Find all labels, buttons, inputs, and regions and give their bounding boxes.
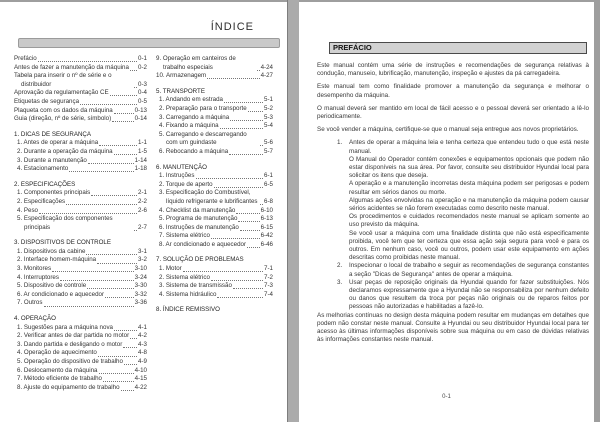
toc-entry bbox=[17, 157, 147, 166]
toc-entry bbox=[17, 349, 147, 358]
toc-leader-dots bbox=[60, 280, 134, 281]
toc-leader-dots bbox=[220, 128, 264, 129]
toc-entry-label: 2. Verificar antes de dar partida no motor bbox=[17, 332, 130, 340]
toc-section-heading: 1. DICAS DE SEGURANÇA bbox=[14, 130, 92, 138]
toc-entry-label: 3. Carregando a máquina bbox=[159, 113, 230, 121]
page-number: 0-1 bbox=[442, 394, 451, 400]
toc-entry bbox=[14, 89, 147, 98]
toc-leader-dots bbox=[123, 347, 137, 348]
toc-leader-dots bbox=[114, 154, 137, 155]
toc-entry bbox=[159, 172, 273, 181]
toc-entry-page: 2-2 bbox=[138, 197, 147, 205]
preface-numbered-item bbox=[317, 139, 589, 262]
preface-item-paragraph: Inspecionar o local de trabalho e seguir as recomendações de segurança constantes a seção "Dicas de Segurança" antes de operar a máquina. bbox=[349, 262, 589, 278]
toc-entry bbox=[159, 148, 273, 157]
toc-leader-dots bbox=[105, 297, 134, 298]
toc-section bbox=[156, 88, 273, 157]
toc-entry bbox=[159, 241, 273, 250]
preface-body-text bbox=[317, 62, 589, 350]
toc-leader-dots bbox=[87, 288, 133, 289]
preface-item-content bbox=[349, 139, 589, 262]
toc-entry-label: 1. Sugestões para a máquina nova bbox=[17, 323, 113, 331]
toc-leader-dots bbox=[91, 195, 137, 196]
toc-section bbox=[14, 181, 147, 233]
toc-entry-page: 6-13 bbox=[260, 215, 273, 223]
toc-entry-label: 3. Especificação do Combustível, líquido refrigerante e lubrificantes bbox=[159, 189, 258, 205]
toc-entry-label: 3. Monitores bbox=[17, 265, 52, 273]
toc-entry-label: 6. Deslocamento da máquina bbox=[17, 366, 98, 374]
toc-entry-page: 1-14 bbox=[134, 156, 147, 164]
toc-entry bbox=[159, 232, 273, 241]
toc-leader-dots bbox=[211, 238, 260, 239]
toc-entry bbox=[159, 131, 273, 148]
toc-leader-dots bbox=[229, 154, 263, 155]
toc-entry-page: 2-6 bbox=[138, 206, 147, 214]
toc-entry-label: 4. Sistema hidráulico bbox=[159, 290, 217, 298]
toc-leader-dots bbox=[114, 113, 134, 114]
preface-item-paragraph: Algumas ações envolvidas na operação e na manutenção da máquina podem causar sérios acidentes se não forem executadas como descrito neste manual. bbox=[349, 196, 589, 213]
toc-section-heading: 5. TRANSPORTE bbox=[156, 87, 205, 95]
toc-entry-page: 0-1 bbox=[138, 55, 147, 62]
toc-entry-label: 5. Operação do dispositivo de trabalho bbox=[17, 358, 123, 365]
toc-entry-label: 9. Operação em canteiros de trabalho especiais bbox=[156, 55, 236, 71]
preface-item-content bbox=[349, 262, 589, 278]
toc-entry bbox=[159, 96, 273, 105]
toc-entry bbox=[17, 367, 147, 376]
toc-entry bbox=[159, 189, 273, 206]
toc-leader-dots bbox=[44, 306, 134, 307]
preface-item-paragraph: Usar peças de reposição originais da Hyundai quando for fazer substituições. Nós declaramos expressamente que a Hyundai não se responsabiliza por nenhum defeito ou danos que resultem da troca por peças não originais ou de reparos feitos por pessoas não autorizadas e habilitadas a fazê-lo. bbox=[349, 278, 589, 311]
preface-item-number: 2. bbox=[337, 262, 343, 270]
toc-entry-page: 0-3 bbox=[138, 80, 147, 88]
preface-numbered-item bbox=[317, 279, 589, 312]
toc-entry-page: 6-8 bbox=[264, 197, 273, 205]
toc-entry-label: Antes de fazer a manutenção da máquina bbox=[14, 63, 129, 71]
toc-entry-page: 3-24 bbox=[134, 273, 147, 281]
toc-entry bbox=[17, 332, 147, 341]
toc-entry bbox=[14, 98, 147, 107]
toc-entry-page: 5-6 bbox=[264, 139, 273, 147]
toc-entry-label: 3. Sistema de transmissão bbox=[159, 282, 232, 290]
toc-entry bbox=[159, 181, 273, 190]
preface-paragraph: O manual deverá ser mantido em local de fácil acesso e o pessoal deverá ser orientado a lê-lo periodicamente. bbox=[317, 104, 589, 121]
toc-entry bbox=[17, 148, 147, 157]
toc-entry bbox=[17, 282, 147, 291]
toc-entry-page: 4-2 bbox=[138, 332, 147, 340]
toc-entry-label: 7. Sistema elétrico bbox=[159, 232, 210, 240]
toc-entry bbox=[17, 291, 147, 300]
toc-entry bbox=[14, 64, 147, 73]
toc-entry-label: 6. Instruções de manutenção bbox=[159, 223, 239, 231]
toc-entry-page: 3-30 bbox=[134, 282, 147, 290]
toc-leader-dots bbox=[260, 204, 263, 205]
toc-entry-page: 4-27 bbox=[260, 72, 273, 80]
toc-leader-dots bbox=[88, 163, 134, 164]
toc-entry-label: 10. Armazenagem bbox=[156, 72, 207, 80]
toc-leader-dots bbox=[121, 390, 134, 391]
toc-leader-dots bbox=[183, 271, 263, 272]
toc-entry-page: 3-36 bbox=[134, 299, 147, 307]
toc-entry bbox=[14, 72, 147, 89]
toc-entry-page: 4-10 bbox=[134, 366, 147, 374]
preface-item-paragraph: O Manual do Operador contém conexões e equipamentos opcionais que podem não estar disponíveis na sua área. Por favor, consulte seu distribuidor Hyundai local para solicitar os itens que deseja. bbox=[349, 155, 589, 180]
toc-entry bbox=[17, 274, 147, 283]
toc-entry-page: 7-1 bbox=[264, 265, 273, 273]
toc-entry-label: 6. Rebocando a máquina bbox=[159, 147, 229, 155]
toc-entry bbox=[14, 115, 147, 124]
toc-leader-dots bbox=[134, 230, 137, 231]
toc-entry bbox=[17, 189, 147, 198]
toc-entry-page: 2-1 bbox=[138, 189, 147, 197]
toc-leader-dots bbox=[217, 297, 263, 298]
toc-leader-dots bbox=[134, 87, 137, 88]
toc-section bbox=[14, 315, 147, 392]
toc-entry bbox=[159, 291, 273, 300]
toc-leader-dots bbox=[66, 204, 137, 205]
toc-leader-dots bbox=[130, 70, 137, 71]
preface-item-paragraph: Se você usar a máquina com uma finalidade distinta que não está especificamente proibida, você tem que ter certeza que essa ação seja segura para você e para os outros. Em nenhum caso, você ou outros, podem usar este equipamento em ações descritas como proibidas neste manual. bbox=[349, 229, 589, 262]
toc-section bbox=[156, 55, 273, 81]
toc-leader-dots bbox=[80, 104, 137, 105]
toc-entry-page: 7-4 bbox=[264, 290, 273, 298]
index-page bbox=[0, 2, 287, 422]
toc-entry-page: 6-1 bbox=[264, 172, 273, 180]
toc-entry-page: 4-8 bbox=[138, 349, 147, 357]
toc-entry-label: 2. Torque de aperto bbox=[159, 180, 213, 188]
toc-leader-dots bbox=[39, 213, 137, 214]
toc-entry-page: 6-42 bbox=[260, 232, 273, 240]
toc-entry-label: 3. Durante a manutenção bbox=[17, 156, 87, 164]
toc-leader-dots bbox=[260, 145, 263, 146]
toc-section bbox=[14, 55, 147, 124]
toc-leader-dots bbox=[52, 271, 133, 272]
toc-leader-dots bbox=[124, 364, 137, 365]
toc-entry-label: 8. Ar condicionado e aquecedor bbox=[159, 240, 247, 248]
toc-entry-label: 3. Dando partida e desligando o motor bbox=[17, 340, 123, 348]
toc-entry bbox=[159, 122, 273, 131]
preface-item-paragraph: Os procedimentos e cuidados recomendados neste manual se aplicam somente ao uso previsto da máquina. bbox=[349, 213, 589, 229]
toc-leader-dots bbox=[236, 213, 259, 214]
toc-entry bbox=[17, 341, 147, 350]
toc-entry bbox=[159, 274, 273, 283]
preface-closing-paragraph: As melhorias contínuas no design desta máquina podem resultar em mudanças em detalhes que podem não constar neste manual. Consulte a Hyundai ou seu distribuidor Hyundai local para ter acesso às últimas informações disponíveis sobre sua máquina ou em caso de dúvidas relativas às informações constantes neste manual. bbox=[317, 311, 589, 344]
toc-entry-label: 8. Ajuste do equipamento de trabalho bbox=[17, 383, 120, 391]
toc-leader-dots bbox=[103, 381, 134, 382]
toc-leader-dots bbox=[224, 102, 263, 103]
toc-leader-dots bbox=[99, 373, 134, 374]
toc-entry bbox=[159, 105, 273, 114]
toc-entry-label: 1. Antes de operar a máquina bbox=[17, 139, 99, 147]
toc-leader-dots bbox=[98, 356, 137, 357]
toc-entry bbox=[17, 165, 147, 174]
toc-entry-label: 4. Peso bbox=[17, 206, 38, 214]
toc-leader-dots bbox=[230, 120, 263, 121]
toc-section bbox=[14, 131, 147, 174]
toc-section bbox=[156, 164, 273, 250]
toc-entry-page: 4-1 bbox=[138, 323, 147, 331]
toc-entry-label: 5. Carregando e descarregando com um guindaste bbox=[159, 130, 247, 147]
toc-entry-page: 3-2 bbox=[138, 256, 147, 264]
toc-leader-dots bbox=[211, 280, 263, 281]
toc-entry-page: 6-15 bbox=[260, 223, 273, 231]
toc-entry-page: 3-10 bbox=[134, 265, 147, 273]
preface-paragraph: Este manual tem como finalidade promover a manutenção da segurança e melhorar o desempenho da máquina. bbox=[317, 83, 589, 99]
toc-leader-dots bbox=[207, 78, 259, 79]
toc-entry-page: 0-4 bbox=[138, 89, 147, 97]
preface-item-paragraph: A operação e a manutenção incorretas desta máquina podem ser perigosas e podem resultar em sérios danos ou morte. bbox=[349, 180, 589, 196]
toc-section-heading: 3. DISPOSITIVOS DE CONTROLE bbox=[14, 239, 111, 247]
toc-entry bbox=[17, 384, 147, 393]
toc-entry-label: 2. Especificações bbox=[17, 197, 66, 205]
toc-entry-label: 1. Componentes principais bbox=[17, 189, 91, 197]
toc-leader-dots bbox=[240, 230, 260, 231]
toc-entry bbox=[156, 72, 273, 81]
toc-entry-page: 4-15 bbox=[134, 375, 147, 383]
toc-entry-label: 2. Sistema elétrico bbox=[159, 273, 210, 281]
toc-entry-page: 6-5 bbox=[264, 180, 273, 188]
toc-entry-page: 5-4 bbox=[264, 122, 273, 130]
toc-entry bbox=[17, 375, 147, 384]
toc-leader-dots bbox=[110, 95, 137, 96]
toc-entry bbox=[17, 215, 147, 232]
toc-section bbox=[156, 256, 273, 299]
toc-entry-page: 3-1 bbox=[138, 247, 147, 255]
preface-page bbox=[299, 2, 594, 422]
toc-column-right bbox=[156, 55, 273, 392]
toc-entry-page: 6-10 bbox=[260, 206, 273, 214]
toc-entry-page: 5-2 bbox=[264, 104, 273, 112]
preface-item-paragraph: Antes de operar a máquina leia e tenha certeza que entendeu tudo o que está neste manual. bbox=[349, 139, 589, 155]
toc-entry bbox=[17, 299, 147, 308]
toc-entry-page: 0-14 bbox=[134, 115, 147, 123]
toc-entry-label: Guia (direção, nº de série, símbolo) bbox=[14, 115, 112, 123]
toc-leader-dots bbox=[196, 178, 264, 179]
toc-entry-label: 4. Fixando a máquina bbox=[159, 122, 219, 130]
toc-entry bbox=[159, 215, 273, 224]
toc-entry-label: 6. Ar condicionado e aquecedor bbox=[17, 290, 105, 298]
toc-entry-page: 2-7 bbox=[138, 223, 147, 231]
toc-entry-page: 4-24 bbox=[260, 63, 273, 71]
toc-entry-page: 5-7 bbox=[264, 147, 273, 155]
preface-numbered-item bbox=[317, 262, 589, 278]
toc-leader-dots bbox=[233, 288, 263, 289]
toc-entry-label: 1. Motor bbox=[159, 265, 182, 273]
toc-entry-label: Aprovação da regulamentação CE bbox=[14, 89, 109, 97]
toc-entry-page: 0-2 bbox=[138, 63, 147, 71]
toc-leader-dots bbox=[112, 121, 133, 122]
toc-entry bbox=[17, 324, 147, 333]
toc-entry-page: 4-3 bbox=[138, 340, 147, 348]
toc-entry bbox=[159, 282, 273, 291]
page-gap-divider bbox=[287, 0, 299, 422]
toc-entry-label: 4. Checklist da manutenção bbox=[159, 206, 236, 214]
toc-entry bbox=[159, 224, 273, 233]
toc-section-heading: 2. ESPECIFICAÇÕES bbox=[14, 180, 76, 188]
toc-section bbox=[14, 239, 147, 308]
toc-entry-label: 2. Durante a operação da máquina bbox=[17, 147, 113, 155]
toc-entry bbox=[17, 207, 147, 216]
toc-entry-page: 0-13 bbox=[134, 106, 147, 114]
toc-leader-dots bbox=[247, 247, 260, 248]
toc-entry-label: Plaqueta com os dados da máquina bbox=[14, 106, 113, 114]
toc-entry-label: 5. Especificação dos componentes principais bbox=[17, 215, 113, 231]
toc-entry-label: 4. Interruptores bbox=[17, 273, 59, 281]
toc-leader-dots bbox=[97, 263, 137, 264]
table-of-contents bbox=[14, 55, 273, 392]
toc-entry bbox=[17, 139, 147, 148]
toc-entry-page: 1-5 bbox=[138, 147, 147, 155]
toc-entry-page: 1-18 bbox=[134, 165, 147, 173]
toc-entry-page: 3-32 bbox=[134, 290, 147, 298]
preface-paragraph: Este manual contém uma série de instruções e recomendações de segurança relativas à condução, manuseio, lubrificação, manutenção, inspeção e ajustes da pá carregadeira. bbox=[317, 62, 589, 78]
index-title-underline-bar bbox=[18, 38, 280, 48]
preface-section-header: PREFÁCIO bbox=[329, 42, 587, 54]
toc-leader-dots bbox=[248, 111, 263, 112]
toc-leader-dots bbox=[99, 145, 137, 146]
toc-entry-page: 4-22 bbox=[134, 383, 147, 391]
toc-entry-label: 2. Interface homem-máquina bbox=[17, 256, 97, 264]
toc-entry-label: 1. Dispositivos da cabine bbox=[17, 247, 86, 255]
toc-entry-label: 5. Dispositivo de controle bbox=[17, 282, 87, 290]
viewer-right-strip bbox=[594, 0, 600, 422]
toc-entry-page: 7-3 bbox=[264, 282, 273, 290]
toc-entry bbox=[17, 358, 147, 367]
toc-entry bbox=[17, 256, 147, 265]
toc-entry-page: 6-46 bbox=[260, 240, 273, 248]
toc-section-heading: 8. ÍNDICE REMISSIVO bbox=[156, 306, 220, 314]
toc-leader-dots bbox=[86, 254, 137, 255]
toc-section-heading: 4. OPERAÇÃO bbox=[14, 315, 56, 323]
toc-leader-dots bbox=[257, 70, 260, 71]
toc-entry-page: 5-3 bbox=[264, 113, 273, 121]
toc-entry bbox=[159, 207, 273, 216]
toc-entry bbox=[17, 248, 147, 257]
toc-entry-label: 7. Método eficiente de trabalho bbox=[17, 375, 102, 383]
preface-paragraph: Se você vender a máquina, certifique-se que o manual seja entregue aos novos proprietários. bbox=[317, 126, 579, 134]
toc-column-left bbox=[14, 55, 147, 392]
toc-entry-label: Etiquetas de segurança bbox=[14, 97, 80, 105]
toc-leader-dots bbox=[238, 221, 259, 222]
toc-entry bbox=[159, 265, 273, 274]
toc-entry bbox=[17, 198, 147, 207]
toc-entry-page: 4-9 bbox=[138, 358, 147, 365]
toc-entry-label: 7. Outros bbox=[17, 299, 43, 307]
toc-leader-dots bbox=[69, 171, 133, 172]
toc-section-heading: 7. SOLUÇÃO DE PROBLEMAS bbox=[156, 256, 244, 264]
toc-entry-label: Prefácio bbox=[14, 55, 37, 62]
toc-leader-dots bbox=[130, 338, 137, 339]
preface-item-content bbox=[349, 279, 589, 312]
toc-entry bbox=[159, 114, 273, 123]
toc-entry bbox=[14, 55, 147, 64]
toc-entry bbox=[14, 107, 147, 116]
toc-leader-dots bbox=[114, 330, 137, 331]
toc-entry bbox=[17, 265, 147, 274]
toc-entry bbox=[156, 55, 273, 72]
toc-entry-page: 0-5 bbox=[138, 97, 147, 105]
toc-leader-dots bbox=[214, 187, 263, 188]
preface-item-number: 1. bbox=[337, 139, 343, 147]
toc-entry-label: Tabela para inserir o nº de série e o distribuidor bbox=[14, 72, 112, 88]
toc-entry-label: 5. Programa de manutenção bbox=[159, 215, 238, 223]
preface-item-number: 3. bbox=[337, 278, 343, 286]
toc-entry-label: 1. Instruções bbox=[159, 172, 195, 180]
toc-entry-label: 4. Operação de aquecimento bbox=[17, 349, 97, 357]
index-page-title: ÍNDICE bbox=[210, 21, 254, 33]
toc-entry-label: 1. Andando em estrada bbox=[159, 96, 223, 104]
toc-leader-dots bbox=[38, 61, 137, 62]
toc-section-heading: 6. MANUTENÇÃO bbox=[156, 163, 207, 171]
toc-entry-page: 5-1 bbox=[264, 96, 273, 104]
toc-entry-page: 1-1 bbox=[138, 139, 147, 147]
toc-entry-page: 7-2 bbox=[264, 273, 273, 281]
toc-entry-label: 2. Preparação para o transporte bbox=[159, 104, 247, 112]
toc-entry-label: 4. Estacionamento bbox=[17, 165, 69, 173]
toc-section bbox=[156, 306, 273, 315]
